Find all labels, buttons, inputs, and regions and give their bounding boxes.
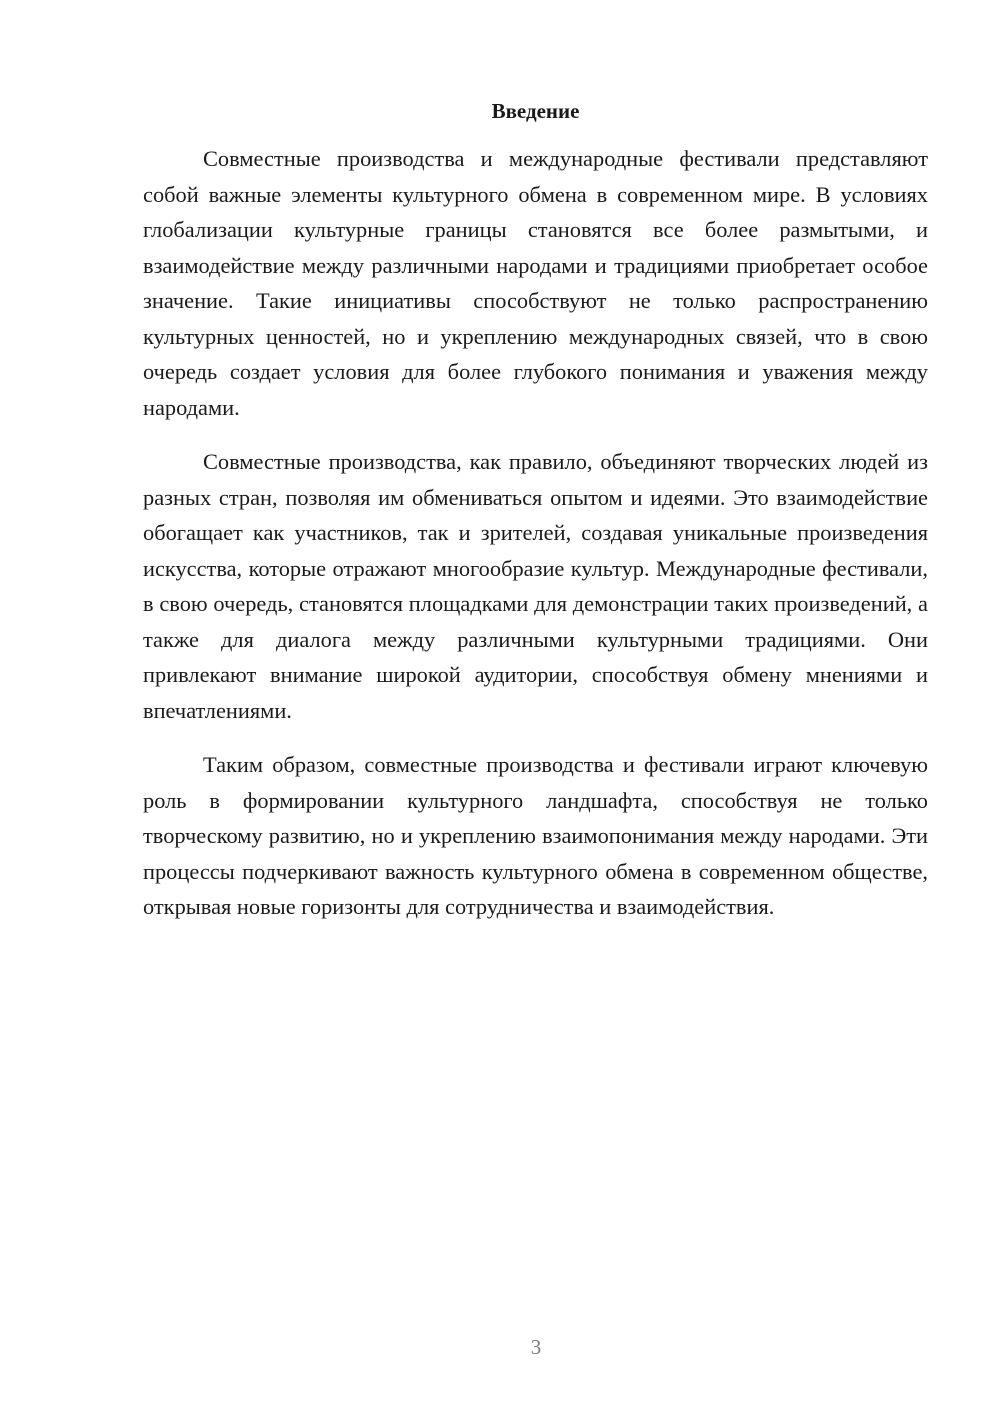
- paragraph: Совместные производства и международные фестивали представляют собой важные элементы культурного обмена в современном мире. В условиях глобализации культурные границы становятся все более размытыми, и взаимодействие между различными народами и традициями приобретает особое значение. Такие инициативы способствуют не только распространению культурных ценностей, но и укреплению международных связей, что в свою очередь создает условия для более глубокого понимания и уважения между народами.: [143, 146, 928, 420]
- section-heading: Введение: [491, 99, 580, 123]
- paragraph: Таким образом, совместные производства и фестивали играют ключевую роль в формировании культурного ландшафта, способствуя не только творческому развитию, но и укреплению взаимопонимания между народами. Эти процессы подчеркивают важность культурного обмена в современном обществе, открывая новые горизонты для сотрудничества и взаимодействия.: [143, 752, 928, 919]
- paragraph: Совместные производства, как правило, объединяют творческих людей из разных стран, позволяя им обмениваться опытом и идеями. Это взаимодействие обогащает как участников, так и зрителей, создавая уникальные произведения искусства, которые отражают многообразие культур. Международные фестивали, в свою очередь, становятся площадками для демонстрации таких произведений, а также для диалога между различными культурными традициями. Они привлекают внимание широкой аудитории, способствуя обмену мнениями и впечатлениями.: [143, 449, 928, 723]
- page-number: 3: [530, 1335, 542, 1359]
- body-text: [143, 141, 928, 944]
